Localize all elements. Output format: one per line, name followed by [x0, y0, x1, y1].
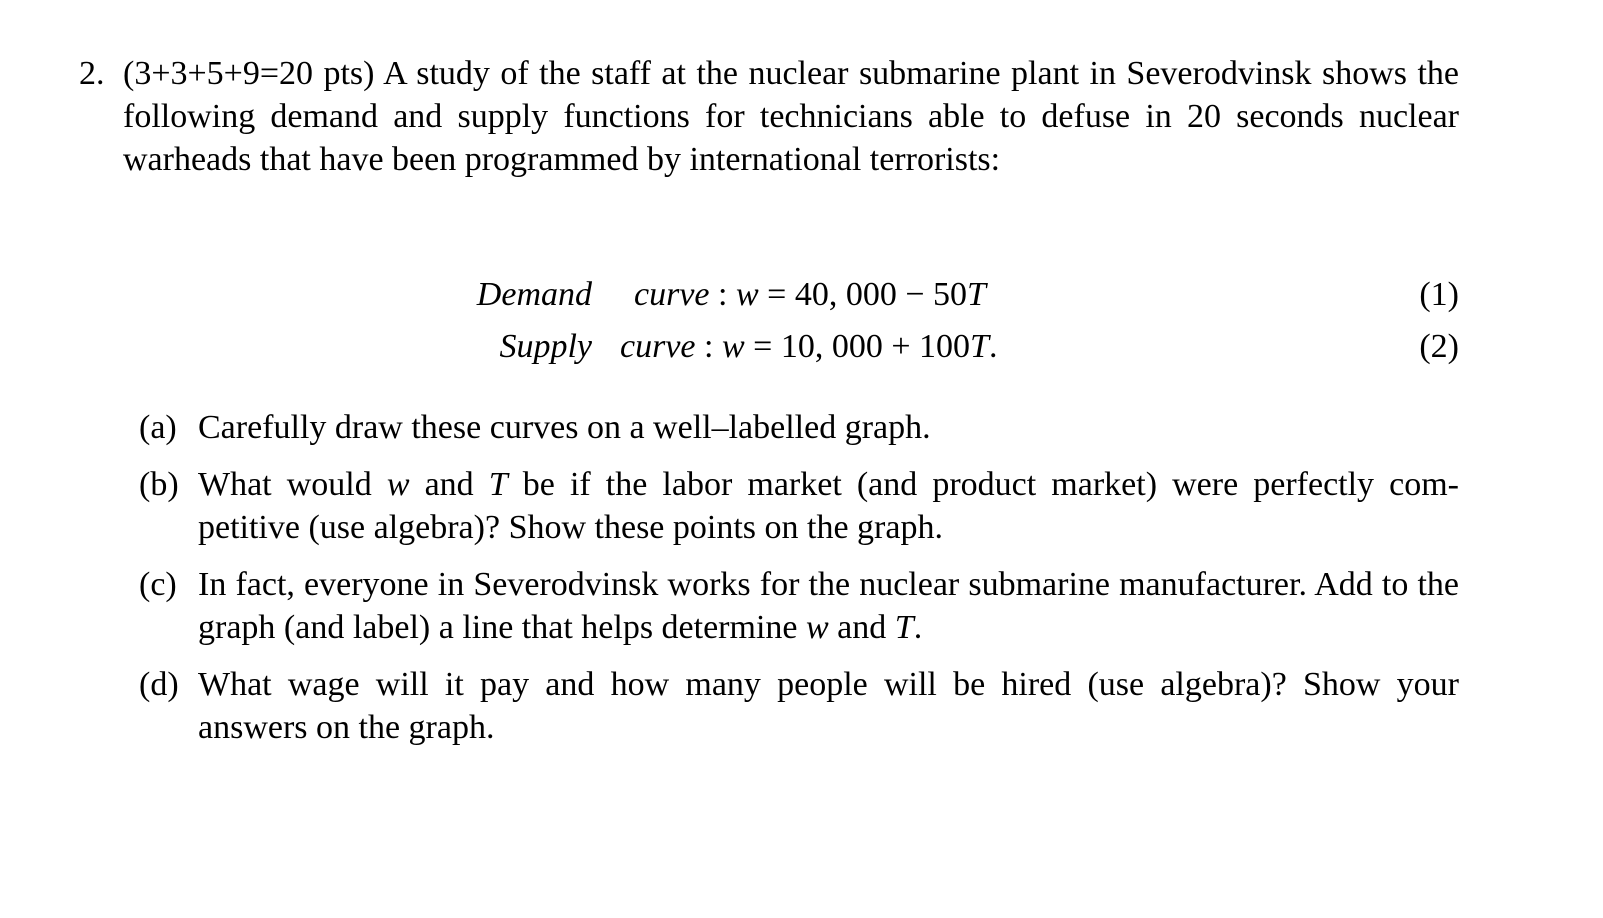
variable-w: w [805, 609, 829, 646]
subquestion-d [139, 663, 1459, 749]
text-segment: . [913, 609, 923, 646]
equation-number: (2) [1419, 328, 1459, 365]
text-segment: and [828, 609, 895, 646]
problem-2 [79, 52, 1459, 746]
subquestion-text [198, 463, 1459, 549]
equation-variable-t: T [970, 328, 989, 365]
supply-equation [79, 328, 1459, 376]
variable-t: T [488, 466, 508, 503]
subquestion-b [139, 463, 1459, 549]
variable-t: T [894, 609, 914, 646]
text-segment: In fact, everyone in Severodvinsk works for the nuclear submarine manufacturer. Add to the graph (and label) a line that helps determine [198, 566, 1459, 646]
subquestion-list [139, 406, 1459, 749]
subquestion-label: (c) [139, 566, 177, 603]
demand-equation [79, 276, 1459, 324]
problem-intro-text: (3+3+5+9=20 pts) A study of the staff at the nuclear submarine plant in Severodvinsk shows the following demand and supply functions for technicians able to defuse in 20 seconds nuclear warheads that have been programmed by international terrorists: [123, 55, 1459, 178]
subquestion-text: What wage will it pay and how many people will be hired (use algebra)? Show your answers on the graph. [198, 666, 1459, 746]
subquestion-text [198, 563, 1459, 649]
equation-variable-t: T [967, 276, 986, 313]
equation-body [620, 328, 997, 366]
subquestion-label: (b) [139, 466, 179, 503]
equation-name: Supply [499, 328, 592, 365]
equation-curve-word: curve [620, 328, 696, 365]
equation-rhs: = 40, 000 − 50 [758, 276, 968, 313]
subquestion-c [139, 563, 1459, 649]
equation-colon: : [709, 276, 736, 313]
problem-intro [79, 52, 1459, 181]
text-segment: be if the labor market (and product market) were perfectly com- petitive (use algebra)? Show these points on the graph. [198, 466, 1459, 546]
text-segment: What would [198, 466, 387, 503]
variable-w: w [386, 466, 410, 503]
equation-number: (1) [1419, 276, 1459, 313]
equation-curve-word: curve [634, 276, 710, 313]
problem-number: 2. [79, 55, 105, 92]
equation-body [634, 276, 986, 314]
equation-colon: : [695, 328, 722, 365]
equation-tail: . [988, 328, 998, 365]
subquestion-label: (d) [139, 666, 179, 703]
equation-variable-w: w [735, 276, 759, 313]
subquestion-label: (a) [139, 409, 177, 446]
equation-rhs: = 10, 000 + 100 [744, 328, 971, 365]
equation-variable-w: w [721, 328, 745, 365]
subquestion-text: Carefully draw these curves on a well–labelled graph. [198, 409, 931, 446]
subquestion-a [139, 406, 1459, 449]
equation-block [79, 276, 1459, 386]
text-segment: and [409, 466, 489, 503]
equation-name: Demand [476, 276, 592, 313]
